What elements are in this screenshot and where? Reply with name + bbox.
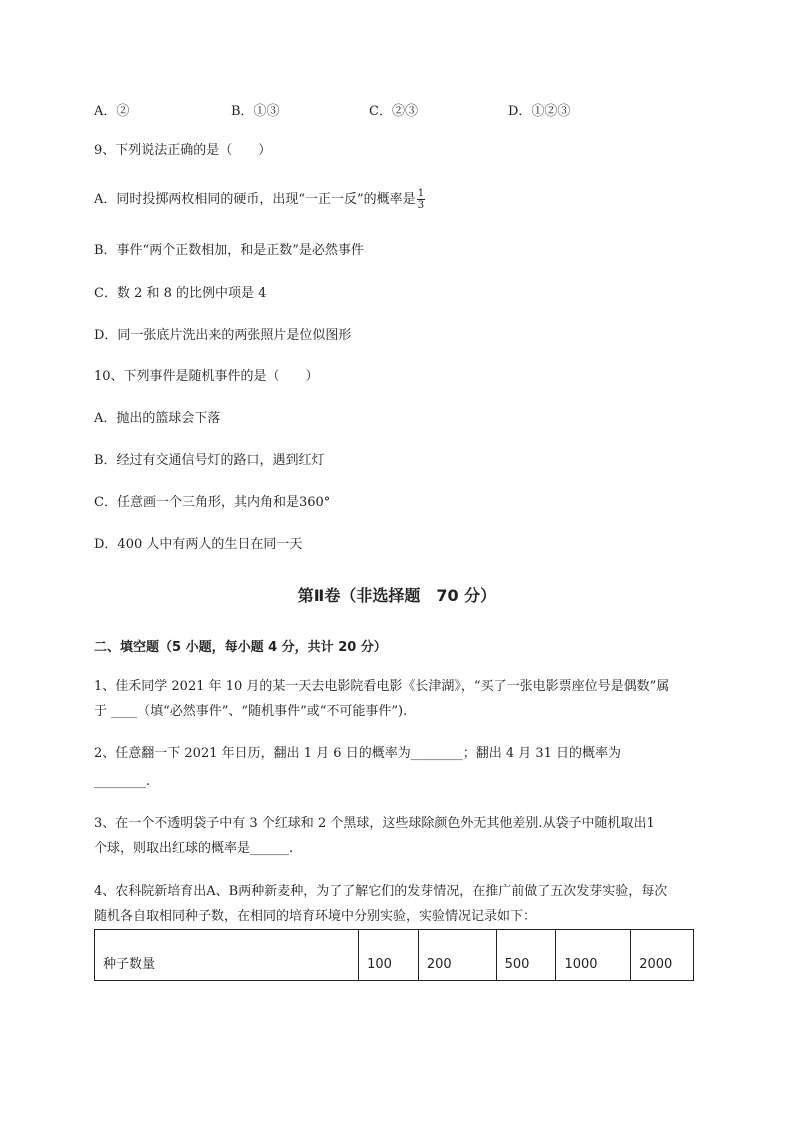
fill-q4-line2: 随机各自取相同种子数，在相同的培育环境中分别实验，实验情况记录如下：	[94, 909, 537, 924]
q10-stem: 10、下列事件是随机事件的是（ ）	[94, 369, 319, 384]
fraction-numerator: 1	[417, 188, 425, 199]
q9-stem: 9、下列说法正确的是（ ）	[94, 143, 272, 158]
q10-option-b: B．经过有交通信号灯的路口，遇到红灯	[94, 453, 325, 468]
q9-option-d: D．同一张底片洗出来的两张照片是位似图形	[94, 328, 352, 343]
fill-q1-line2: 于 ____（填“必然事件”、“随机事件”或“不可能事件”).	[94, 704, 408, 719]
q10-option-c: C．任意画一个三角形，其内角和是360°	[94, 495, 331, 510]
q9-option-a-text: A．同时投掷两枚相同的硬币，出现“一正一反”的概率是	[94, 192, 416, 207]
fraction-denominator: 3	[417, 200, 425, 211]
q9-option-c: C．数 2 和 8 的比例中项是 4	[94, 286, 267, 301]
fill-q3-line1: 3、在一个不透明袋子中有 3 个红球和 2 个黑球，这些球除颜色外无其他差别.从袋子中随机取出1	[94, 816, 655, 831]
fill-q2-line2: ________.	[94, 774, 151, 789]
fill-q2-line1: 2、任意翻一下 2021 年日历，翻出 1 月 6 日的概率为________；翻出 4 月 31 日的概率为	[94, 746, 622, 761]
fill-q1-line1: 1、佳禾同学 2021 年 10 月的某一天去电影院看电影《长津湖》，“买了一张电影票座位号是偶数”属	[94, 679, 670, 694]
part2-title: 第Ⅱ卷（非选择题 70 分）	[297, 586, 497, 605]
q8-options	[94, 100, 654, 120]
q8-option-a: A．②	[94, 104, 130, 119]
q8-option-b: B．①③	[231, 104, 280, 119]
table-cell: 1000	[556, 930, 631, 980]
table-header-cell: 种子数量	[95, 930, 359, 980]
table-cell: 500	[497, 930, 557, 980]
q9-option-b: B．事件“两个正数相加，和是正数”是必然事件	[94, 243, 364, 258]
seed-table	[94, 929, 694, 981]
fill-section-heading: 二、填空题（5 小题，每小题 4 分，共计 20 分）	[94, 640, 387, 655]
q10-option-d: D．400 人中有两人的生日在同一天	[94, 537, 303, 552]
fraction	[417, 188, 425, 211]
table-cell: 100	[359, 930, 419, 980]
fill-q3-line2: 个球，则取出红球的概率是______.	[94, 841, 294, 856]
q10-option-a: A．抛出的篮球会下落	[94, 411, 221, 426]
table-cell: 2000	[639, 957, 673, 972]
q8-option-d: D．①②③	[508, 104, 571, 119]
table-cell: 200	[419, 930, 497, 980]
q9-option-a	[94, 188, 425, 211]
fill-q4-line1: 4、农科院新培育出A、B两种新麦种，为了了解它们的发芽情况，在推广前做了五次发芽实验，每次	[94, 884, 668, 899]
q8-option-c: C．②③	[369, 104, 418, 119]
